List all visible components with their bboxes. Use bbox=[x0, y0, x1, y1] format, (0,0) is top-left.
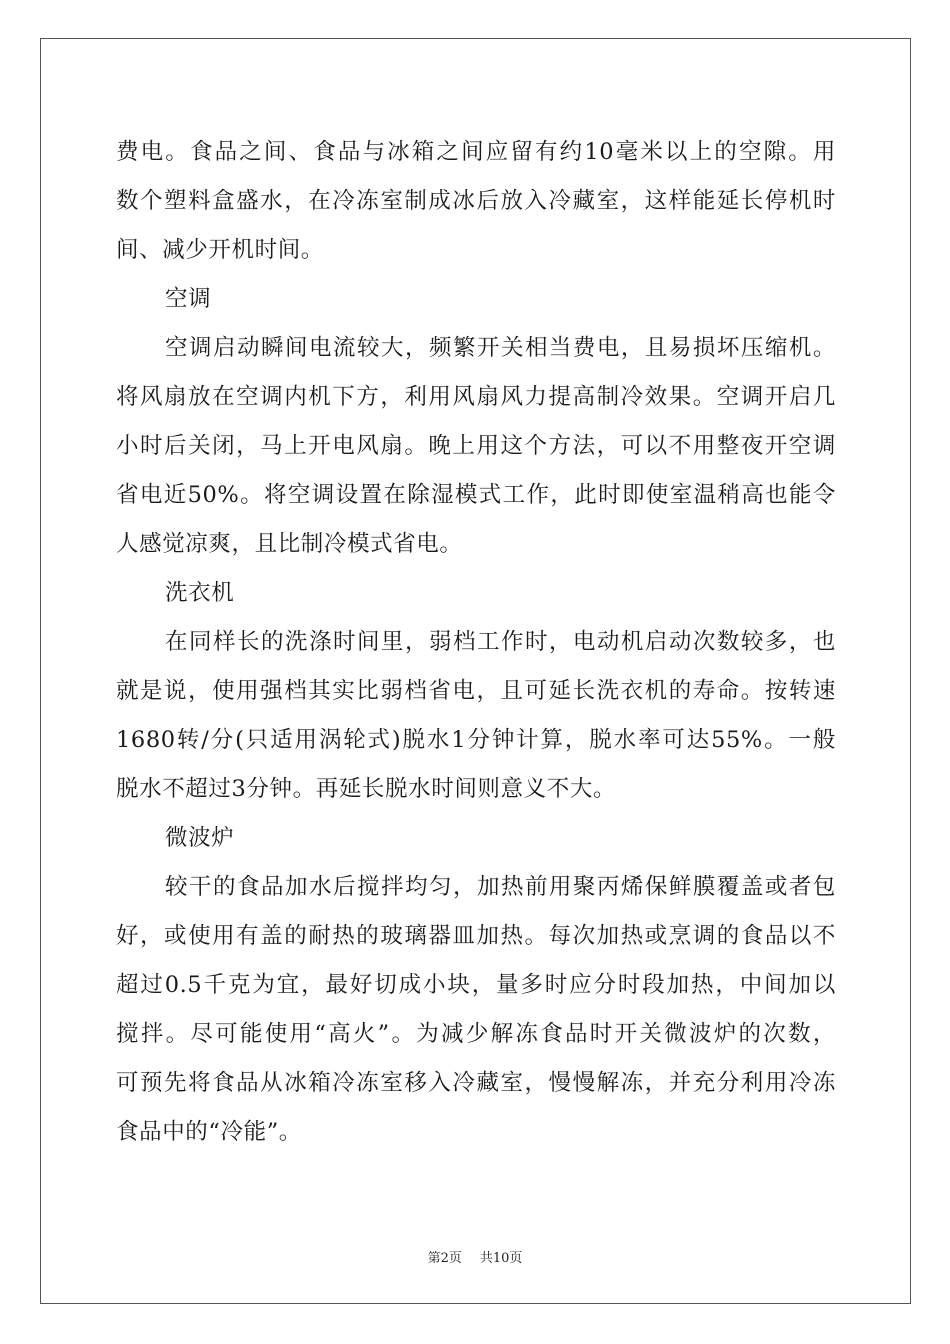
section-heading: 洗衣机 bbox=[165, 580, 235, 606]
text-line: 较干的食品加水后搅拌均匀，加热前用聚丙烯保鲜膜覆盖或者包 bbox=[165, 874, 836, 900]
page-footer bbox=[0, 1247, 950, 1266]
text-line: 间、减少开机时间。 bbox=[116, 237, 324, 263]
text-line: 小时后关闭，马上开电风扇。晚上用这个方法，可以不用整夜开空调 bbox=[116, 433, 836, 459]
text-line: 将风扇放在空调内机下方，利用风扇风力提高制冷效果。空调开启几 bbox=[116, 384, 836, 410]
text-line: 食品中的“冷能”。 bbox=[116, 1119, 302, 1145]
section-heading: 微波炉 bbox=[165, 825, 235, 851]
page-number: 第2页 bbox=[427, 1251, 462, 1266]
text-line: 脱水不超过3分钟。再延长脱水时间则意义不大。 bbox=[116, 776, 617, 802]
text-line: 超过0.5千克为宜，最好切成小块，量多时应分时段加热，中间加以 bbox=[116, 972, 836, 998]
text-line: 费电。食品之间、食品与冰箱之间应留有约10毫米以上的空隙。用 bbox=[116, 139, 836, 165]
text-line: 搅拌。尽可能使用“高火”。为减少解冻食品时开关微波炉的次数， bbox=[116, 1021, 836, 1047]
text-line: 空调启动瞬间电流较大，频繁开关相当费电，且易损坏压缩机。 bbox=[165, 335, 836, 361]
text-line: 省电近50%。将空调设置在除湿模式工作，此时即使室温稍高也能令 bbox=[116, 482, 836, 508]
text-line: 在同样长的洗涤时间里，弱档工作时，电动机启动次数较多，也 bbox=[165, 629, 836, 655]
text-line: 数个塑料盒盛水，在冷冻室制成冰后放入冷藏室，这样能延长停机时 bbox=[116, 188, 836, 214]
text-line: 可预先将食品从冰箱冷冻室移入冷藏室，慢慢解冻，并充分利用冷冻 bbox=[116, 1070, 836, 1096]
text-line: 1680转/分(只适用涡轮式)脱水1分钟计算，脱水率可达55%。一般 bbox=[116, 727, 836, 753]
text-line: 就是说，使用强档其实比弱档省电，且可延长洗衣机的寿命。按转速 bbox=[116, 678, 836, 704]
text-line: 人感觉凉爽，且比制冷模式省电。 bbox=[116, 531, 463, 557]
section-heading: 空调 bbox=[165, 286, 212, 312]
page-total: 共10页 bbox=[479, 1251, 523, 1266]
text-line: 好，或使用有盖的耐热的玻璃器皿加热。每次加热或烹调的食品以不 bbox=[116, 923, 836, 949]
document-body bbox=[116, 128, 836, 1157]
